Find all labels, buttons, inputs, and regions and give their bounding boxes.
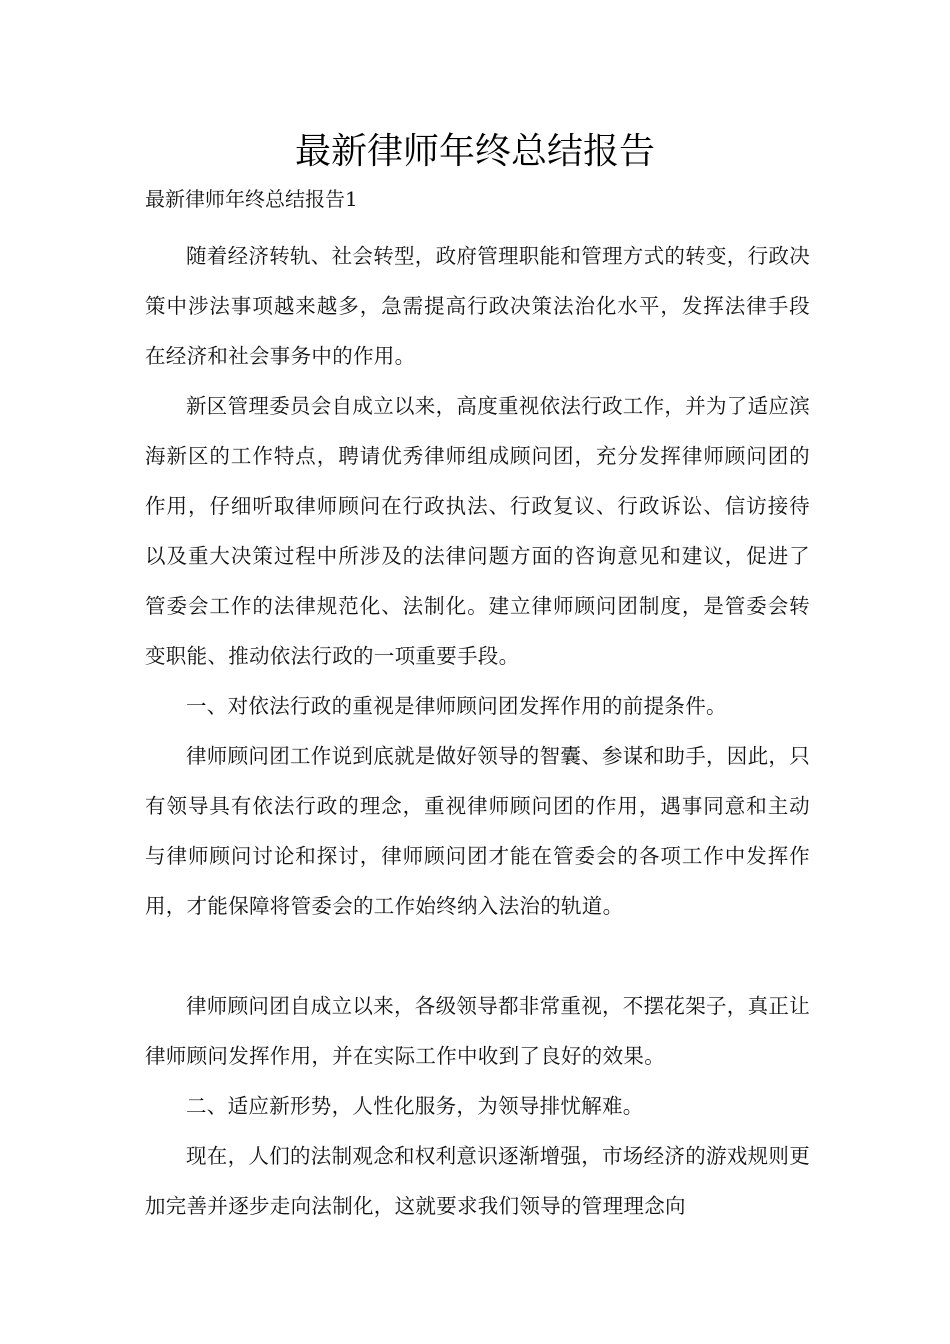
document-title: 最新律师年终总结报告 (294, 131, 655, 172)
section-heading-1: 一、对依法行政的重视是律师顾问团发挥作用的前提条件。 (186, 694, 727, 718)
paragraph-1: 随着经济转轨、社会转型，政府管理职能和管理方式的转变，行政决策中涉法事项越来越多，急需提高行政决策法治化水平，发挥法律手段在经济和社会事务中的作用。 (145, 244, 810, 368)
paragraph-2: 新区管理委员会自成立以来，高度重视依法行政工作，并为了适应滨海新区的工作特点，聘请优秀律师组成顾问团，充分发挥律师顾问团的作用，仔细听取律师顾问在行政执法、行政复议、行政诉讼、信访接待以及重大决策过程中所涉及的法律问题方面的咨询意见和建议，促进了管委会工作的法律规范化、法制化。建立律师顾问团制度，是管委会转变职能、推动依法行政的一项重要手段。 (145, 394, 810, 668)
document-page (145, 0, 815, 1344)
document-body (145, 231, 810, 1231)
paragraph-5: 现在，人们的法制观念和权利意识逐渐增强，市场经济的游戏规则更加完善并逐步走向法制化，这就要求我们领导的管理理念向 (145, 1144, 810, 1218)
document-subtitle: 最新律师年终总结报告1 (145, 187, 358, 211)
section-heading-2: 二、适应新形势，人性化服务，为领导排忧解难。 (186, 1094, 644, 1118)
paragraph-4: 律师顾问团自成立以来，各级领导都非常重视，不摆花架子，真正让律师顾问发挥作用，并在实际工作中收到了良好的效果。 (145, 994, 810, 1068)
paragraph-3: 律师顾问团工作说到底就是做好领导的智囊、参谋和助手，因此，只有领导具有依法行政的理念，重视律师顾问团的作用，遇事同意和主动与律师顾问讨论和探讨，律师顾问团才能在管委会的各项工作中发挥作用，才能保障将管委会的工作始终纳入法治的轨道。 (145, 744, 810, 918)
